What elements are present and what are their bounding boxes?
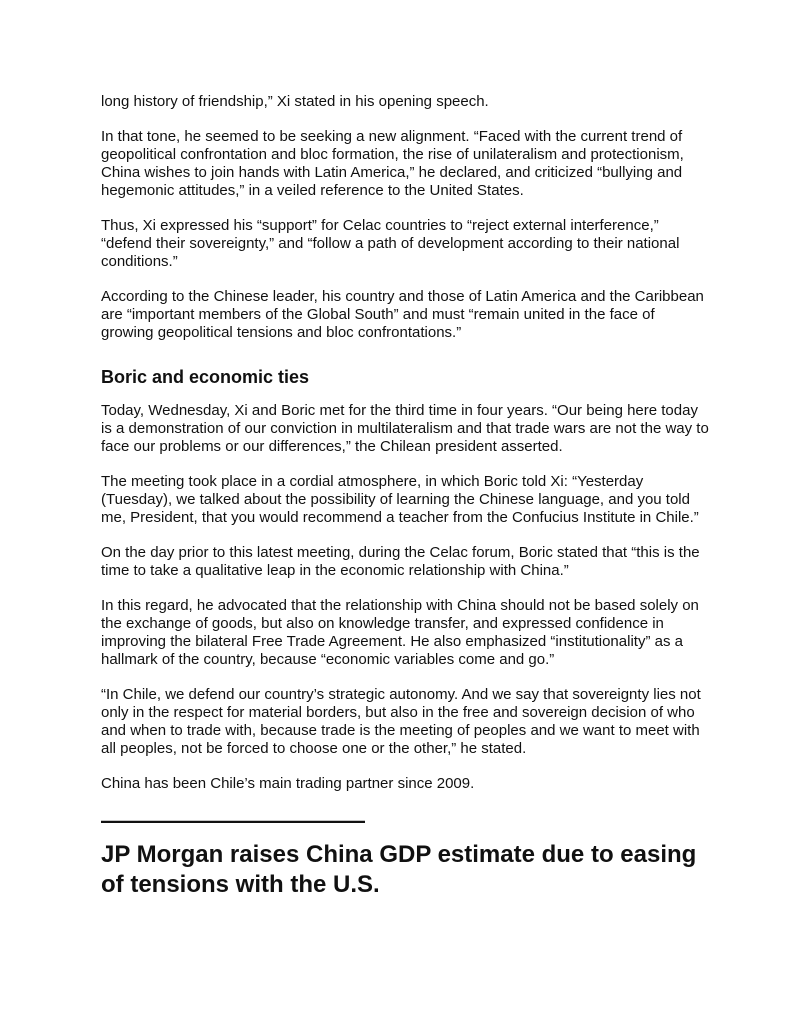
document-page [101, 93, 711, 900]
paragraph-1: long history of friendship,” Xi stated in his opening speech. [101, 93, 489, 110]
paragraph-7: On the day prior to this latest meeting, during the Celac forum, Boric stated that “this is the time to take a qualitative leap in the economic relationship with China.” [101, 544, 700, 579]
section-heading: Boric and economic ties [101, 367, 310, 387]
paragraph-5: Today, Wednesday, Xi and Boric met for the third time in four years. “Our being here today is a demonstration of our conviction in multilateralism and that trade wars are not the way to face our problems or our differences,” the Chilean president asserted. [101, 402, 709, 455]
paragraph-2: In that tone, he seemed to be seeking a new alignment. “Faced with the current trend of geopolitical confrontation and bloc formation, the rise of unilateralism and protectionism, China wishes to join hands with Latin America,” he declared, and criticized “bullying and hegemonic attitudes,” in a veiled reference to the United States. [101, 128, 684, 199]
paragraph-9: “In Chile, we defend our country’s strategic autonomy. And we say that sovereignty lies not only in the respect for material borders, but also in the free and sovereign decision of who and when to trade with, because trade is the meeting of peoples and we want to meet with all peoples, not be forced to choose one or the other,” he stated. [101, 686, 701, 757]
paragraph-8: In this regard, he advocated that the relationship with China should not be based solely on the exchange of goods, but also on knowledge transfer, and expressed confidence in improving the bilateral Free Trade Agreement. He also emphasized “institutionality” as a hallmark of the country, because “economic variables come and go.” [101, 597, 699, 668]
section-divider: ———————————— [101, 808, 365, 833]
paragraph-4: According to the Chinese leader, his country and those of Latin America and the Caribbean are “important members of the Global South” and must “remain united in the face of growing geopolitical tensions and bloc confrontations.” [101, 288, 704, 341]
next-article-headline: JP Morgan raises China GDP estimate due to easing of tensions with the U.S. [101, 841, 697, 898]
paragraph-6: The meeting took place in a cordial atmosphere, in which Boric told Xi: “Yesterday (Tuesday), we talked about the possibility of learning the Chinese language, and you told me, President, that you would recommend a teacher from the Confucius Institute in Chile.” [101, 473, 699, 526]
paragraph-3: Thus, Xi expressed his “support” for Celac countries to “reject external interference,” “defend their sovereignty,” and “follow a path of development according to their national conditions.” [101, 217, 680, 270]
paragraph-10: China has been Chile’s main trading partner since 2009. [101, 775, 475, 792]
